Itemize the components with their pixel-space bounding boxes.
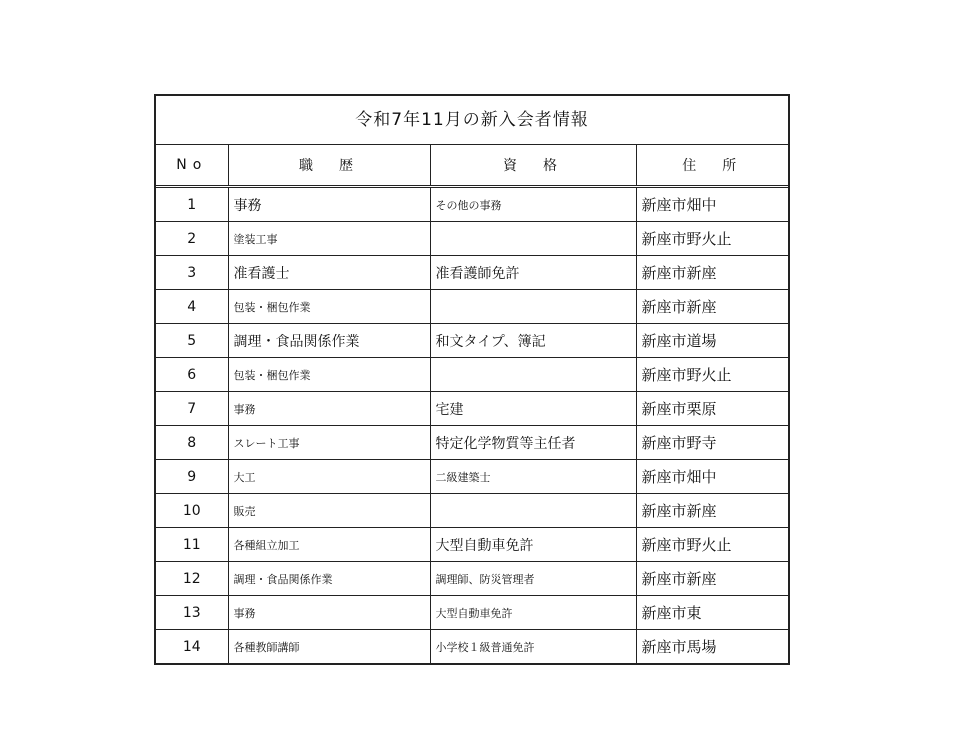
table-row: [156, 528, 788, 562]
row-job: 調理・食品関係作業: [228, 324, 430, 358]
row-address: 新座市野火止: [636, 222, 788, 256]
table-row: [156, 324, 788, 358]
row-job: スレート工事: [228, 426, 430, 460]
member-info-table: [154, 94, 790, 665]
table-row: [156, 630, 788, 664]
row-job: 事務: [228, 596, 430, 630]
table-row: [156, 187, 788, 222]
row-no: 14: [156, 630, 228, 664]
row-no: 2: [156, 222, 228, 256]
row-address: 新座市新座: [636, 494, 788, 528]
table-title: 令和7年11月の新入会者情報: [156, 96, 788, 145]
row-no: 1: [156, 187, 228, 222]
row-no: 8: [156, 426, 228, 460]
table-row: [156, 222, 788, 256]
row-qualification: その他の事務: [430, 187, 636, 222]
row-job: 大工: [228, 460, 430, 494]
row-address: 新座市道場: [636, 324, 788, 358]
row-job: 各種教師講師: [228, 630, 430, 664]
table-row: [156, 358, 788, 392]
row-no: 4: [156, 290, 228, 324]
row-qualification: 和文タイプ、簿記: [430, 324, 636, 358]
table-row: [156, 290, 788, 324]
header-qualification: 資 格: [430, 145, 636, 187]
row-job: 調理・食品関係作業: [228, 562, 430, 596]
row-qualification: 特定化学物質等主任者: [430, 426, 636, 460]
row-address: 新座市新座: [636, 562, 788, 596]
row-job: 販売: [228, 494, 430, 528]
row-qualification: 大型自動車免許: [430, 528, 636, 562]
row-qualification: 准看護師免許: [430, 256, 636, 290]
row-no: 10: [156, 494, 228, 528]
header-job: 職 歴: [228, 145, 430, 187]
table-row: [156, 256, 788, 290]
row-qualification: 宅建: [430, 392, 636, 426]
row-job: 事務: [228, 187, 430, 222]
header-row: [156, 145, 788, 187]
member-table: [156, 145, 788, 663]
row-no: 7: [156, 392, 228, 426]
row-address: 新座市東: [636, 596, 788, 630]
row-qualification: [430, 358, 636, 392]
row-qualification: [430, 494, 636, 528]
table-row: [156, 392, 788, 426]
table-row: [156, 460, 788, 494]
row-address: 新座市畑中: [641, 196, 717, 214]
row-job: 包装・梱包作業: [228, 358, 430, 392]
row-address: 新座市栗原: [636, 392, 788, 426]
row-no: 13: [156, 596, 228, 630]
row-qualification: 小学校１級普通免許: [430, 630, 636, 664]
row-address: 新座市馬場: [636, 630, 788, 664]
row-address: 新座市新座: [636, 290, 788, 324]
row-job: 各種組立加工: [228, 528, 430, 562]
row-address: 新座市新座: [636, 256, 788, 290]
row-no: 9: [156, 460, 228, 494]
row-qualification: 大型自動車免許: [430, 596, 636, 630]
row-address: 新座市野火止: [636, 528, 788, 562]
row-job: 准看護士: [228, 256, 430, 290]
table-row: [156, 562, 788, 596]
row-address: 新座市野火止: [636, 358, 788, 392]
row-qualification: 二級建築士: [430, 460, 636, 494]
row-job: 塗装工事: [228, 222, 430, 256]
row-no: 6: [156, 358, 228, 392]
row-qualification: 調理師、防災管理者: [430, 562, 636, 596]
row-address: 新座市畑中: [636, 460, 788, 494]
header-no: No: [156, 145, 228, 187]
row-no: 12: [156, 562, 228, 596]
table-row: [156, 596, 788, 630]
row-job: 事務: [228, 392, 430, 426]
row-job: 包装・梱包作業: [228, 290, 430, 324]
table-row: [156, 426, 788, 460]
row-no: 5: [156, 324, 228, 358]
row-no: 3: [156, 256, 228, 290]
header-address: 住 所: [636, 145, 788, 187]
table-row: [156, 494, 788, 528]
row-address: 新座市野寺: [636, 426, 788, 460]
row-qualification: [430, 290, 636, 324]
row-no: 11: [156, 528, 228, 562]
row-qualification: [430, 222, 636, 256]
